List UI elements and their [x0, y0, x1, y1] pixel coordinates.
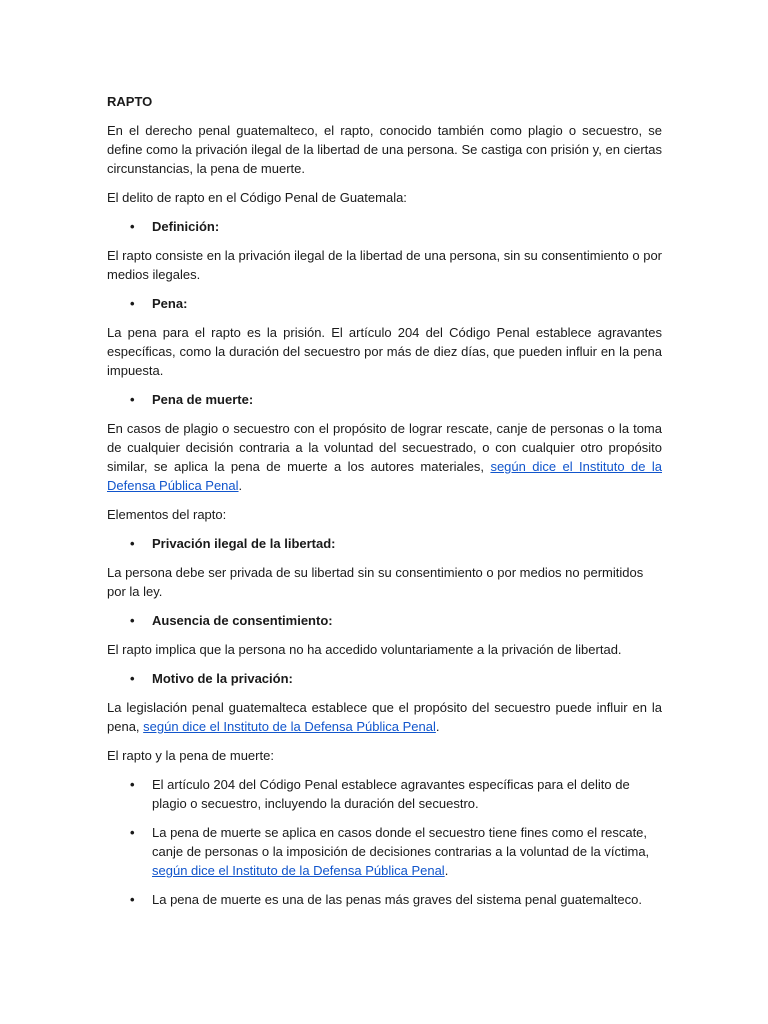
motivo-paragraph	[107, 698, 662, 736]
definicion-paragraph: El rapto consiste en la privación ilegal de la libertad de una persona, sin su consentimiento o por medios ilegales.	[107, 248, 663, 282]
defensa-publica-link[interactable]: según dice el Instituto de la Defensa Pública Penal	[152, 863, 445, 878]
definicion-heading-text: Definición:	[152, 219, 220, 234]
bullet-icon: •	[130, 825, 135, 840]
motivo-heading	[107, 669, 662, 688]
bullet-icon: •	[130, 777, 135, 792]
document-title: RAPTO	[107, 94, 153, 109]
bullet-icon: •	[130, 392, 135, 407]
intro-paragraph: En el derecho penal guatemalteco, el rapto, conocido también como plagio o secuestro, se define como la privación ilegal de la libertad de una persona. Se castiga con prisión y, en ciertas circunstancias, la pena de muerte.	[107, 123, 662, 176]
ausencia-paragraph: El rapto implica que la persona no ha accedido voluntariamente a la privación de libertad.	[107, 642, 622, 657]
pena-muerte-heading	[107, 390, 662, 409]
document-page	[107, 92, 662, 919]
elementos-heading: Elementos del rapto:	[107, 507, 227, 522]
final-item-1-text: El artículo 204 del Código Penal establece agravantes específicas para el delito de plagio o secuestro, incluyendo la duración del secuestro.	[152, 777, 630, 811]
defensa-publica-link[interactable]: según dice el Instituto de la Defensa Pública Penal	[143, 719, 436, 734]
motivo-heading-text: Motivo de la privación:	[152, 671, 293, 686]
final-item-2-text: La pena de muerte se aplica en casos donde el secuestro tiene fines como el rescate, canje de personas o la imposición de decisiones contrarias a la voluntad de la víctima,	[152, 825, 650, 859]
bullet-icon: •	[130, 671, 135, 686]
code-heading: El delito de rapto en el Código Penal de Guatemala:	[107, 190, 407, 205]
definicion-list	[107, 217, 662, 236]
bullet-icon: •	[130, 296, 135, 311]
privacion-list	[107, 534, 662, 553]
pena-muerte-end: .	[238, 478, 243, 493]
motivo-text: La legislación penal guatemalteca establece que el propósito del secuestro puede influir en la pena,	[107, 700, 662, 734]
defensa-publica-link[interactable]: según dice el Instituto de la Defensa Pública Penal	[107, 459, 662, 493]
motivo-list	[107, 669, 662, 688]
pena-heading-text: Pena:	[152, 296, 188, 311]
privacion-heading	[107, 534, 662, 553]
bullet-icon: •	[130, 892, 135, 907]
ausencia-list	[107, 611, 662, 630]
ausencia-heading-text: Ausencia de consentimiento:	[152, 613, 333, 628]
pena-muerte-text: En casos de plagio o secuestro con el propósito de lograr rescate, canje de personas o la toma de cualquier decisión contraria a la voluntad del secuestrado, o con cualquier otro propósito similar, se aplica la pena de muerte a los autores materiales,	[107, 421, 662, 474]
pena-muerte-list	[107, 390, 662, 409]
final-list	[107, 775, 662, 909]
list-item	[107, 890, 662, 909]
pena-muerte-heading-text: Pena de muerte:	[152, 392, 254, 407]
final-item-2-end: .	[444, 863, 449, 878]
bullet-icon: •	[130, 613, 135, 628]
pena-paragraph: La pena para el rapto es la prisión. El artículo 204 del Código Penal establece agravantes específicas, como la duración del secuestro por más de diez días, que pueden influir en la pena impuesta.	[107, 325, 662, 378]
motivo-end: .	[435, 719, 440, 734]
definicion-heading	[107, 217, 662, 236]
list-item	[107, 775, 662, 813]
rapto-muerte-heading: El rapto y la pena de muerte:	[107, 748, 274, 763]
pena-list	[107, 294, 662, 313]
final-item-3-text: La pena de muerte es una de las penas más graves del sistema penal guatemalteco.	[152, 892, 642, 907]
list-item	[107, 823, 662, 880]
pena-muerte-paragraph	[107, 419, 662, 495]
pena-heading	[107, 294, 662, 313]
bullet-icon: •	[130, 219, 135, 234]
ausencia-heading	[107, 611, 662, 630]
privacion-heading-text: Privación ilegal de la libertad:	[152, 536, 336, 551]
bullet-icon: •	[130, 536, 135, 551]
privacion-paragraph: La persona debe ser privada de su libertad sin su consentimiento o por medios no permitidos por la ley.	[107, 565, 644, 599]
